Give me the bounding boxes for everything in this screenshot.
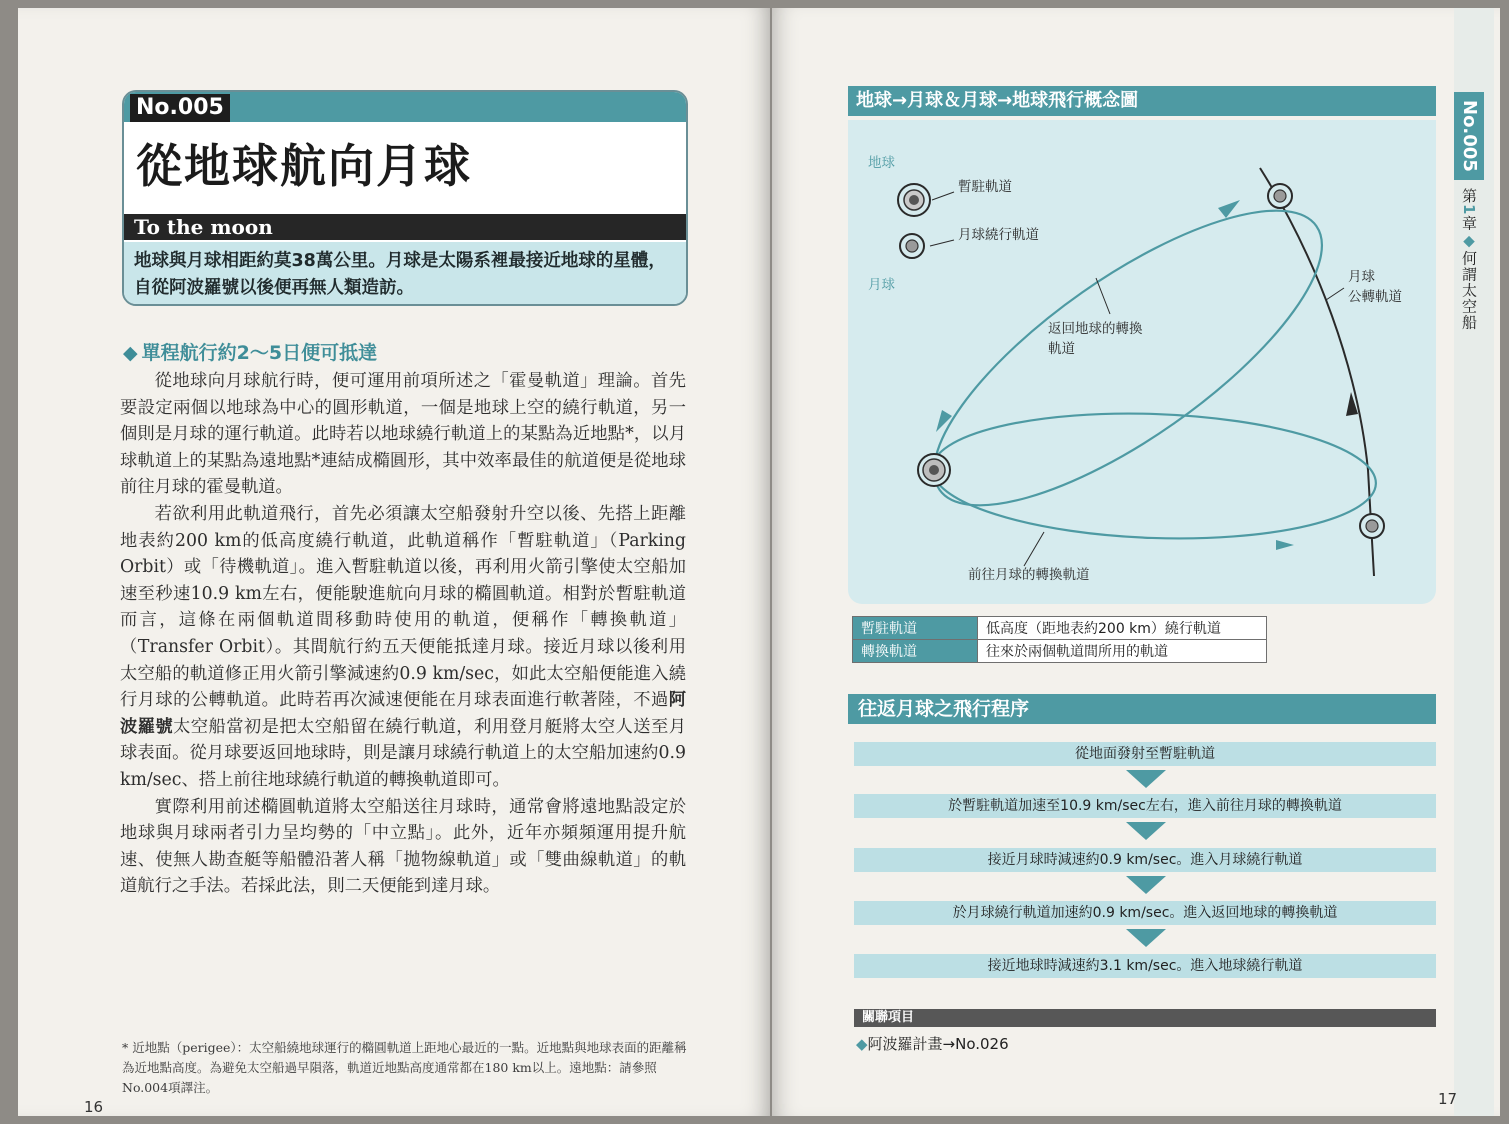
lunar-orbit-label: 月球繞行軌道 [958,227,1039,243]
chapter-title: 何謂太空船 [1460,250,1478,331]
outbound-transfer-label: 前往月球的轉換軌道 [968,567,1090,583]
diagram-title: 地球→月球＆月球→地球飛行概念圖 [848,86,1436,116]
desc-cell: 低高度（距地表約200 km）繞行軌道 [978,617,1267,640]
paragraph-2 [120,501,686,794]
footnote: * 近地點（perigee）：太空船繞地球運行的橢圓軌道上距地心最近的一點。近地點與地球表面的距離稱為近地點高度。為避免太空船過早隕落，軌道近地點高度通常都在180 km以上。遠地點：請參照No.004項譯注。 [122,1040,687,1095]
article-summary: 地球與月球相距約莫38萬公里。月球是太陽系裡最接近地球的星體，自從阿波羅號以後便再無人類造訪。 [124,242,686,306]
return-arrow-left [936,410,952,432]
related-item-text: 阿波羅計畫→No.026 [867,1035,1009,1053]
table-row [853,640,1267,663]
page-number-right: 17 [1438,1090,1458,1108]
term-cell: 轉換軌道 [853,640,978,663]
diamond-icon: ◆ [1460,231,1478,251]
procedure-step-4: 於月球繞行軌道加速約0.9 km/sec。進入返回地球的轉換軌道 [854,901,1436,925]
chapter-suffix: 章 [1460,215,1478,232]
left-page [18,8,770,1116]
related-item [856,1033,1009,1054]
moon-label: 月球 [868,277,895,293]
definition-table [852,616,1267,663]
return-transfer-orbit [894,161,1363,556]
page-number-left: 16 [84,1098,104,1116]
moon-revolution-orbit [1260,168,1374,576]
table-row [853,617,1267,640]
procedure-step-5: 接近地球時減速約3.1 km/sec。進入地球繞行軌道 [854,954,1436,978]
procedure-step-1: 從地面發射至暫駐軌道 [854,742,1436,766]
side-chapter-label [1457,188,1481,330]
term-cell: 暫駐軌道 [853,617,978,640]
side-tab-number: No.005 [1454,92,1484,180]
chapter-number: 1 [1460,204,1478,216]
down-arrow-icon [1126,876,1166,894]
related-bar [854,1009,1436,1027]
procedure-step-3: 接近月球時減速約0.9 km/sec。進入月球繞行軌道 [854,848,1436,872]
paragraph-2-tail: 太空船當初是把太空船留在繞行軌道，利用登月艇將太空人送至月球表面。從月球要返回地球時，則是讓月球繞行軌道上的太空船加速約0.9 km/sec、搭上前往地球繞行軌道的轉換軌道即可。 [120,716,686,790]
paragraph-2-text: 若欲利用此軌道飛行，首先必須讓太空船發射升空以後、先搭上距離地表約200 km的低高度繞行軌道，此軌道稱作「暫駐軌道」（Parking Orbit）或「待機軌道」。進入暫駐軌道以後，再利用火箭引擎使太空船加速至秒速10.9 km左右，便能駛進航向月球的橢圓軌道。相對於暫駐軌道而言，這條在兩個軌道間移動時使用的軌道，便稱作「轉換軌道」（Transfer Orbit）。其間航行約五天便能抵達月球。接近月球以後利用太空船的軌道修正用火箭引擎減速約0.9 km/sec，如此太空船便能進入繞行月球的公轉軌道。此時若再次減速便能在月球表面進行軟著陸，不過 [120,503,686,711]
section-heading-text: 單程航行約2～5日便可抵達 [141,342,378,364]
article-number: No.005 [130,94,230,122]
moon-revolution-label-1: 月球 [1348,269,1375,285]
orbit-diagram-svg [848,120,1436,604]
return-transfer-label-2: 軌道 [1048,341,1075,357]
desc-cell: 往來於兩個軌道間所用的軌道 [978,640,1267,663]
diamond-icon: ◆ [123,342,138,364]
diamond-icon: ◆ [856,1035,868,1053]
paragraph-3: 實際利用前述橢圓軌道將太空船送往月球時，通常會將遠地點設定於地球與月球兩者引力呈均勢的「中立點」。此外，近年亦頻頻運用提升航速、使無人勘查艇等船體沿著人稱「拋物線軌道」或「雙曲線軌道」的軌道航行之手法。若採此法，則二天便能到達月球。 [120,796,686,897]
article-title: 從地球航向月球 [136,139,472,193]
procedure-step-2: 於暫駐軌道加速至10.9 km/sec左右，進入前往月球的轉換軌道 [854,794,1436,818]
down-arrow-icon [1126,770,1166,788]
outbound-transfer-orbit [930,406,1378,545]
right-page [772,8,1500,1116]
parking-orbit-label: 暫駐軌道 [958,179,1012,195]
moon-revolution-label-2: 公轉軌道 [1348,289,1402,305]
chapter-prefix: 第 [1460,188,1478,204]
down-arrow-icon [1126,822,1166,840]
english-title: To the moon [134,215,273,239]
article-header-box [122,90,688,306]
earth-label: 地球 [868,155,895,171]
related-label: 關聯項目 [862,1010,915,1025]
apollo-emphasis: 阿波羅號 [120,690,686,737]
down-arrow-icon [1126,929,1166,947]
paragraph-1: 從地球向月球航行時，便可運用前項所述之「霍曼軌道」理論。首先要設定兩個以地球為中心的圓形軌道，一個是地球上空的繞行軌道，另一個則是月球的運行軌道。此時若以地球繞行軌道上的某點為近地點*，以月球軌道上的某點為遠地點*連結成橢圓形，其中效率最佳的航道便是從地球前往月球的霍曼軌道。 [120,371,686,498]
procedure-title: 往返月球之飛行程序 [848,694,1436,724]
orbit-diagram [848,120,1436,604]
section-heading [123,338,377,365]
outbound-arrow [1276,540,1294,550]
body-text [120,368,686,900]
return-transfer-label-1: 返回地球的轉換 [1048,321,1143,337]
